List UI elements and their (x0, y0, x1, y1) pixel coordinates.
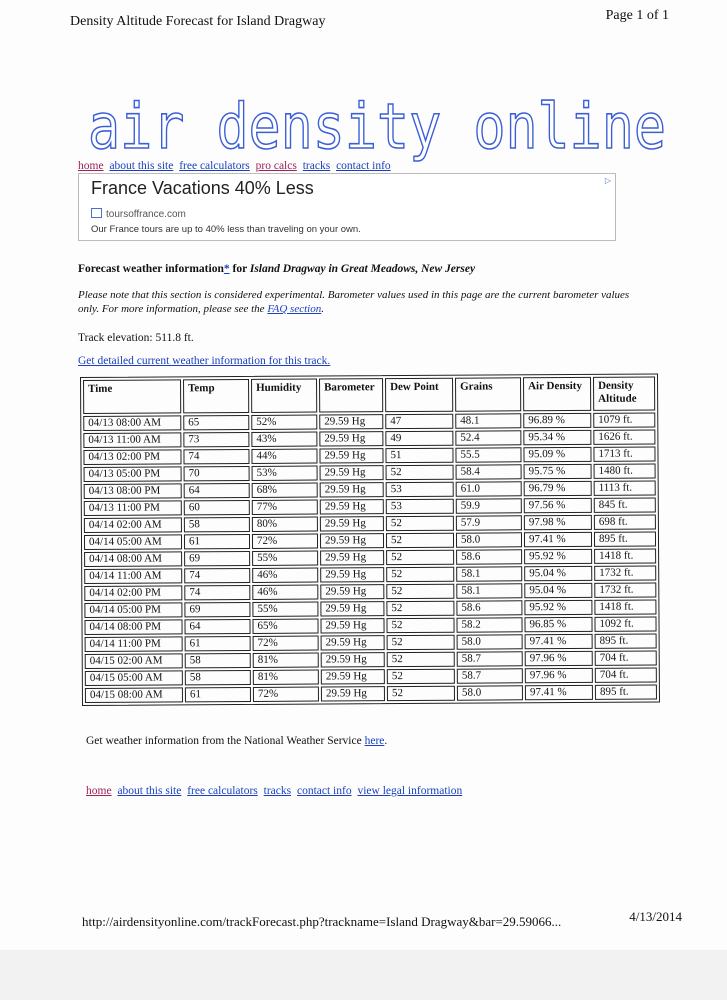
table-row (84, 463, 656, 481)
cell-barometer: 29.59 Hg (320, 601, 384, 616)
table-row (84, 599, 656, 617)
cell-humidity: 65% (252, 619, 318, 634)
cell-temp: 64 (184, 483, 250, 498)
cell-grains: 58.7 (457, 668, 523, 683)
cell-temp: 74 (183, 449, 249, 464)
page-number: Page 1 of 1 (605, 8, 669, 23)
footer-nav-contact-info[interactable]: contact info (296, 785, 352, 797)
cell-grains: 58.1 (456, 566, 522, 581)
nav-tracks[interactable]: tracks (302, 160, 331, 172)
cell-density-altitude: 1418 ft. (594, 548, 656, 563)
table-row (84, 497, 656, 515)
ad-description: Our France tours are up to 40% less than traveling on your own. (91, 224, 361, 235)
cell-barometer: 29.59 Hg (320, 482, 384, 497)
cell-air-density: 95.92 % (524, 600, 592, 615)
table-row (85, 633, 657, 651)
table-row (84, 531, 656, 549)
cell-time: 04/14 02:00 PM (84, 585, 182, 601)
cell-temp: 69 (184, 551, 250, 566)
cell-density-altitude: 1480 ft. (594, 463, 656, 478)
cell-time: 04/14 08:00 PM (84, 619, 182, 635)
cell-density-altitude: 1113 ft. (594, 480, 656, 495)
cell-density-altitude: 704 ft. (595, 650, 657, 665)
cell-air-density: 97.41 % (525, 685, 593, 700)
cell-dew-point: 52 (387, 669, 455, 684)
table-row (84, 514, 656, 532)
col-air-density: Air Density (523, 377, 591, 411)
cell-dew-point: 53 (386, 482, 454, 497)
cell-humidity: 72% (252, 534, 318, 549)
cell-temp: 60 (184, 500, 250, 515)
cell-barometer: 29.59 Hg (321, 652, 385, 667)
cell-grains: 58.2 (456, 617, 522, 632)
cell-humidity: 68% (252, 483, 318, 498)
forecast-location: Island Dragway in Great Meadows, New Jersey (249, 263, 476, 275)
col-humidity: Humidity (251, 379, 317, 413)
cell-time: 04/13 11:00 PM (84, 500, 182, 516)
cell-time: 04/14 11:00 AM (84, 568, 182, 584)
cell-barometer: 29.59 Hg (319, 414, 383, 429)
cell-air-density: 95.09 % (523, 447, 591, 462)
cell-barometer: 29.59 Hg (320, 618, 384, 633)
cell-density-altitude: 1626 ft. (593, 429, 655, 444)
cell-air-density: 96.79 % (524, 481, 592, 496)
cell-humidity: 72% (253, 687, 319, 702)
cell-temp: 65 (183, 415, 249, 430)
cell-temp: 58 (185, 670, 251, 685)
cell-barometer: 29.59 Hg (320, 550, 384, 565)
forecast-title-prefix: Forecast weather information (78, 263, 224, 275)
cell-time: 04/13 02:00 PM (83, 449, 181, 465)
cell-density-altitude: 1092 ft. (594, 616, 656, 631)
cell-time: 04/15 02:00 AM (85, 653, 183, 669)
cell-temp: 61 (184, 534, 250, 549)
cell-time: 04/15 05:00 AM (85, 670, 183, 686)
cell-humidity: 52% (251, 415, 317, 430)
cell-dew-point: 52 (387, 686, 455, 701)
cell-grains: 48.1 (455, 413, 521, 428)
cell-temp: 74 (184, 585, 250, 600)
cell-dew-point: 52 (387, 652, 455, 667)
table-row (84, 582, 656, 600)
note-text: Please note that this section is considered experimental. Barometer values used in this page are the current barometer values only. For more information, please see the (78, 289, 630, 315)
cell-humidity: 46% (252, 568, 318, 583)
cell-grains: 58.6 (456, 549, 522, 564)
table-row (85, 667, 657, 685)
cell-air-density: 97.41 % (524, 532, 592, 547)
cell-density-altitude: 1732 ft. (594, 565, 656, 580)
cell-humidity: 55% (252, 551, 318, 566)
faq-link[interactable]: FAQ section (267, 303, 322, 315)
cell-air-density: 95.04 % (524, 583, 592, 598)
col-time: Time (83, 379, 181, 414)
cell-humidity: 81% (253, 670, 319, 685)
cell-temp: 61 (185, 687, 251, 702)
cell-air-density: 95.75 % (524, 464, 592, 479)
nws-end: . (384, 735, 388, 747)
cell-density-altitude: 698 ft. (594, 514, 656, 529)
cell-temp: 61 (185, 636, 251, 651)
nav-home[interactable]: home (78, 160, 104, 172)
cell-grains: 55.5 (455, 447, 521, 462)
nws-line (86, 735, 387, 747)
cell-humidity: 46% (252, 585, 318, 600)
cell-grains: 52.4 (455, 430, 521, 445)
cell-temp: 70 (184, 466, 250, 481)
cell-barometer: 29.59 Hg (319, 448, 383, 463)
cell-temp: 64 (184, 619, 250, 634)
cell-dew-point: 52 (386, 601, 454, 616)
cell-barometer: 29.59 Hg (320, 516, 384, 531)
cell-dew-point: 52 (386, 567, 454, 582)
cell-density-altitude: 1418 ft. (594, 599, 656, 614)
cell-time: 04/13 08:00 AM (83, 415, 181, 431)
cell-air-density: 97.98 % (524, 515, 592, 530)
cell-temp: 74 (184, 568, 250, 583)
cell-air-density: 96.89 % (523, 413, 591, 428)
forecast-title-for: for (229, 263, 250, 275)
cell-barometer: 29.59 Hg (321, 669, 385, 684)
col-density-altitude: Density Altitude (593, 376, 655, 410)
nav-contact-info[interactable]: contact info (336, 160, 391, 172)
logo-wordmark: air density online (88, 90, 666, 163)
table-row (83, 429, 655, 447)
table-row (84, 548, 656, 566)
nws-here-link[interactable]: here (364, 735, 385, 747)
cell-density-altitude: 1079 ft. (593, 412, 655, 427)
cell-time: 04/13 08:00 PM (84, 483, 182, 499)
cell-density-altitude: 895 ft. (594, 531, 656, 546)
cell-barometer: 29.59 Hg (320, 499, 384, 514)
footer-nav-home[interactable]: home (86, 785, 112, 797)
cell-time: 04/15 08:00 AM (85, 687, 183, 703)
cell-humidity: 55% (252, 602, 318, 617)
cell-dew-point: 52 (386, 516, 454, 531)
cell-air-density: 95.04 % (524, 566, 592, 581)
cell-density-altitude: 704 ft. (595, 667, 657, 682)
cell-density-altitude: 1713 ft. (593, 446, 655, 461)
table-row (83, 446, 655, 464)
top-nav (78, 160, 394, 172)
forecast-heading (78, 263, 475, 275)
cell-temp: 73 (183, 432, 249, 447)
col-temp: Temp (183, 379, 249, 413)
cell-humidity: 53% (252, 466, 318, 481)
cell-time: 04/14 11:00 PM (85, 636, 183, 652)
cell-density-altitude: 845 ft. (594, 497, 656, 512)
print-title: Density Altitude Forecast for Island Dragway (70, 14, 326, 29)
ad-domain[interactable] (91, 208, 186, 220)
nav-free-calculators[interactable]: free calculators (179, 160, 250, 172)
cell-grains: 58.4 (456, 464, 522, 479)
cell-time: 04/13 11:00 AM (83, 432, 181, 448)
cell-dew-point: 49 (385, 431, 453, 446)
cell-temp: 58 (185, 653, 251, 668)
forecast-table (80, 373, 660, 706)
cell-grains: 57.9 (456, 515, 522, 530)
cell-grains: 58.0 (457, 634, 523, 649)
cell-humidity: 77% (252, 500, 318, 515)
cell-air-density: 97.96 % (525, 651, 593, 666)
cell-humidity: 44% (251, 449, 317, 464)
cell-air-density: 97.56 % (524, 498, 592, 513)
table-row (84, 616, 656, 634)
ad-banner[interactable] (78, 173, 616, 241)
note-end: . (321, 303, 324, 315)
cell-temp: 58 (184, 517, 250, 532)
cell-time: 04/14 08:00 AM (84, 551, 182, 567)
col-dew-point: Dew Point (385, 378, 453, 412)
cell-air-density: 95.34 % (523, 430, 591, 445)
track-elevation: Track elevation: 511.8 ft. (78, 332, 194, 344)
cell-barometer: 29.59 Hg (320, 465, 384, 480)
cell-dew-point: 51 (385, 448, 453, 463)
cell-grains: 58.7 (457, 651, 523, 666)
cell-dew-point: 52 (386, 465, 454, 480)
cell-barometer: 29.59 Hg (320, 567, 384, 582)
cell-humidity: 80% (252, 517, 318, 532)
nws-text: Get weather information from the National Weather Service (86, 735, 365, 747)
cell-time: 04/14 05:00 AM (84, 534, 182, 550)
site-logo[interactable] (88, 90, 668, 163)
cell-grains: 58.0 (456, 532, 522, 547)
cell-barometer: 29.59 Hg (321, 686, 385, 701)
cell-dew-point: 52 (386, 550, 454, 565)
table-row (85, 650, 657, 668)
cell-density-altitude: 895 ft. (595, 633, 657, 648)
cell-dew-point: 52 (386, 533, 454, 548)
col-barometer: Barometer (319, 378, 383, 412)
cell-grains: 61.0 (456, 481, 522, 496)
footer-nav (86, 785, 465, 797)
cell-air-density: 97.96 % (525, 668, 593, 683)
footer-nav-legal[interactable]: view legal information (357, 785, 463, 797)
cell-air-density: 95.92 % (524, 549, 592, 564)
cell-temp: 69 (184, 602, 250, 617)
cell-grains: 58.0 (457, 685, 523, 700)
cell-barometer: 29.59 Hg (320, 533, 384, 548)
table-row (85, 684, 657, 702)
nav-pro-calcs[interactable]: pro calcs (255, 160, 297, 172)
footer-nav-free-calculators[interactable]: free calculators (187, 785, 258, 797)
cell-barometer: 29.59 Hg (320, 584, 384, 599)
cell-humidity: 72% (253, 636, 319, 651)
experimental-note (78, 288, 643, 316)
cell-dew-point: 47 (385, 414, 453, 429)
cell-humidity: 43% (251, 432, 317, 447)
cell-time: 04/13 05:00 PM (84, 466, 182, 482)
forecast-asterisk-link[interactable]: * (223, 263, 230, 275)
cell-barometer: 29.59 Hg (319, 431, 383, 446)
cell-air-density: 96.85 % (524, 617, 592, 632)
cell-density-altitude: 1732 ft. (594, 582, 656, 597)
ad-headline[interactable]: France Vacations 40% Less (91, 178, 314, 198)
cell-time: 04/14 05:00 PM (84, 602, 182, 618)
table-row (84, 565, 656, 583)
ad-site-icon (91, 208, 102, 218)
cell-density-altitude: 895 ft. (595, 684, 657, 699)
cell-dew-point: 52 (386, 584, 454, 599)
cell-dew-point: 52 (387, 635, 455, 650)
table-row (84, 480, 656, 498)
table-row (83, 412, 655, 430)
table-header-row (83, 376, 655, 413)
cell-grains: 58.6 (456, 600, 522, 615)
print-date: 4/13/2014 (629, 909, 682, 924)
detailed-weather-link[interactable]: Get detailed current weather information for this track. (78, 355, 331, 367)
cell-humidity: 81% (253, 653, 319, 668)
cell-grains: 59.9 (456, 498, 522, 513)
nav-about[interactable]: about this site (109, 160, 174, 172)
forecast-table-body (83, 412, 657, 702)
cell-air-density: 97.41 % (525, 634, 593, 649)
print-url: http://airdensityonline.com/trackForecast.php?trackname=Island Dragway&bar=29.59066... (82, 914, 562, 929)
cell-barometer: 29.59 Hg (321, 635, 385, 650)
cell-grains: 58.1 (456, 583, 522, 598)
footer-nav-about[interactable]: about this site (117, 785, 182, 797)
ad-domain-text: toursoffrance.com (106, 209, 186, 220)
ad-choices-icon[interactable]: ▷ (604, 176, 611, 185)
cell-dew-point: 53 (386, 499, 454, 514)
cell-dew-point: 52 (386, 618, 454, 633)
cell-time: 04/14 02:00 AM (84, 517, 182, 533)
footer-nav-tracks[interactable]: tracks (263, 785, 292, 797)
col-grains: Grains (455, 377, 521, 411)
